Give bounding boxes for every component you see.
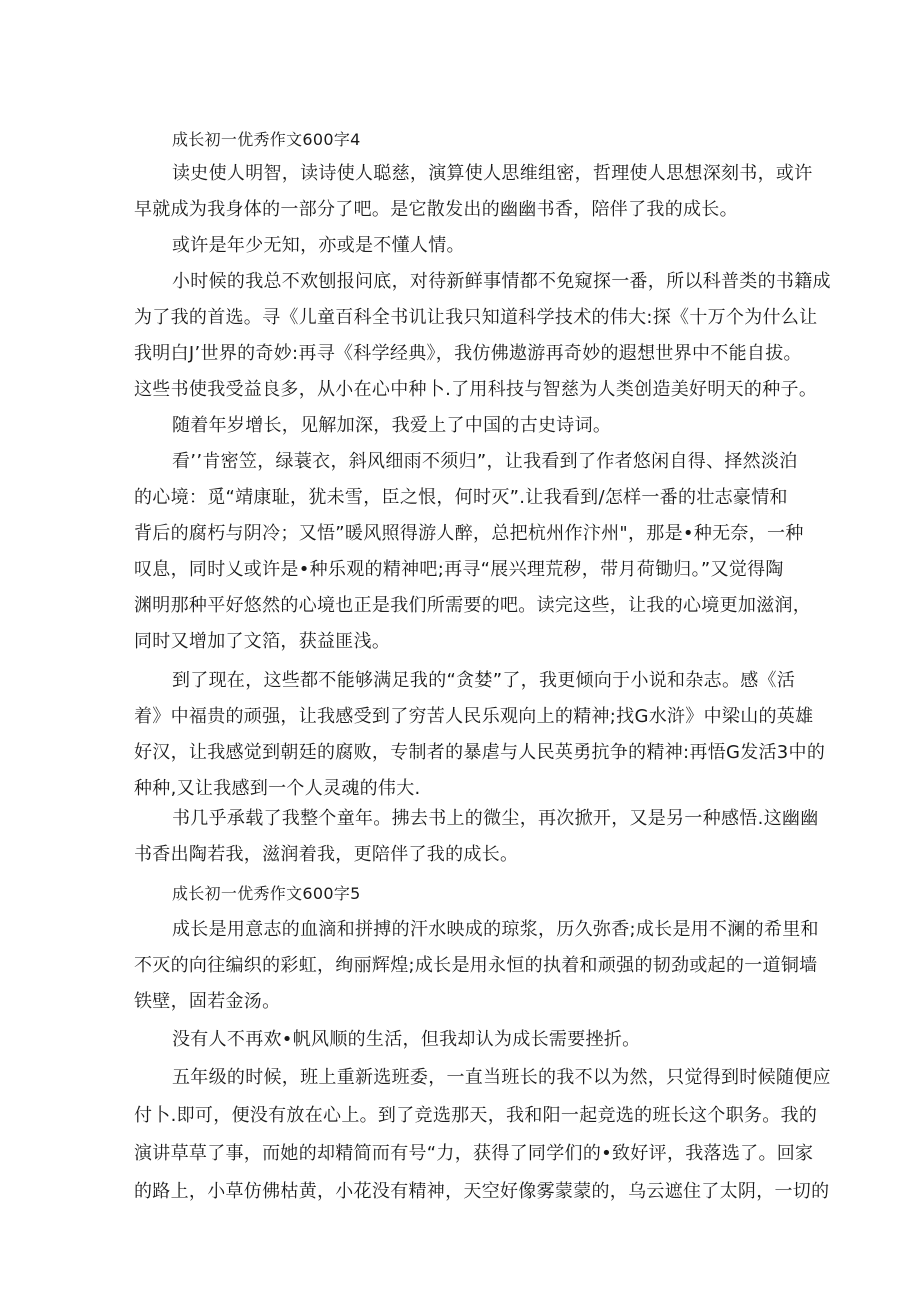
paragraph-line: 的路上，小草仿佛枯黄，小花没有精神，天空好像雾蒙蒙的，乌云遮住了太阴，一切的 — [134, 1181, 830, 1202]
paragraph-line: 早就成为我身体的一部分了吧。是它散发出的幽幽书香，陪伴了我的成长。 — [134, 199, 738, 220]
paragraph-line: 付卜.即可，便没有放在心上。到了竞选那天，我和阳一起竞选的班长这个职务。我的 — [134, 1105, 818, 1126]
paragraph-line: 种种,又让我感到一个人灵魂的伟大. — [134, 778, 421, 799]
paragraph-line: 背后的腐朽与阴冷；又悟”暖风照得游人醉，总把杭州作汴州"，那是•种无奈，一种 — [134, 523, 804, 544]
essay-title-4: 成长初一优秀作文600字4 — [172, 130, 361, 149]
essay-title-5: 成长初一优秀作文600字5 — [172, 884, 361, 903]
paragraph-line: 叹息，同时乂或许是•种乐观的精神吧;再寻“展兴理荒秽，带月荷锄归。”又觉得陶 — [134, 559, 784, 580]
paragraph-line: 铁壁，固若金汤。 — [134, 991, 281, 1012]
paragraph-line: 随着年岁增长，见解加深，我爱上了中国的古史诗词。 — [172, 415, 612, 436]
paragraph-line: 为了我的首选。寻《儿童百科全书讥让我只知道科学技术的伟大:探《十万个为什么让 — [134, 307, 818, 328]
paragraph-line: 好汉，让我感觉到朝廷的腐败，专制者的暴虐与人民英勇抗争的精神:再悟G发活3中的 — [134, 742, 826, 763]
paragraph-line: 看’’肯密笠，绿蓑衣，斜风细雨不须归”，让我看到了作者悠闲自得、择然淡泊 — [172, 451, 798, 472]
paragraph-line: 演讲草草了事，而她的却精简而有号“力，获得了同学们的•致好评，我落选了。回家 — [134, 1143, 814, 1164]
paragraph-line: 到了现在，这些都不能够满足我的“贪婪”了，我更倾向于小说和杂志。感《活 — [172, 670, 796, 691]
paragraph-line: 同时又增加了文箔，获益匪浅。 — [134, 631, 391, 652]
paragraph-line: 渊明那种平好悠然的心境也正是我们所需要的吧。读完这些，让我的心境更加滋润， — [134, 595, 812, 616]
paragraph-line: 或许是年少无知，亦或是不懂人情。 — [172, 235, 465, 256]
paragraph-line: 读史使人明智，读诗使人聪慈，演算使人思维组密，哲理使人思想深刻书，或许 — [172, 163, 813, 184]
paragraph-line: 书香出陶若我，滋润着我，更陪伴了我的成长。 — [134, 844, 519, 865]
paragraph-line: 书几乎承载了我整个童年。拂去书上的微尘，再次掀开，又是另一种感悟.这幽幽 — [172, 808, 819, 829]
paragraph-line: 这些书使我受益良多，从小在心中种卜.了用科技与智慈为人类创造美好明天的种子。 — [134, 379, 818, 400]
paragraph-line: 不灭的向往编织的彩虹，绚丽辉煌;成长是用永恒的执着和顽强的韧劲或起的一道铜墙 — [134, 955, 818, 976]
paragraph-line: 成长是用意志的血滴和拼搏的汗水映成的琼浆，历久弥香;成长是用不澜的希里和 — [172, 919, 819, 940]
paragraph-line: 五年级的时候，班上重新选班委，一直当班长的我不以为然，只觉得到时候随便应 — [172, 1067, 831, 1088]
paragraph-line: 没有人不再欢•帆风顺的生活，但我却认为成长需要挫折。 — [172, 1029, 641, 1050]
paragraph-line: 着》中福贵的顽强，让我感受到了穷苦人民乐观向上的精神;找G水浒》中梁山的英雄 — [134, 706, 814, 727]
paragraph-line: 小时候的我总不欢刨报问底，对待新鲜事情都不免窥探一番，所以科普类的书籍成 — [172, 271, 831, 292]
paragraph-line: 的心境：觅“靖康耻，犹未雪，臣之恨，何时灭”.让我看到/怎样一番的壮志豪情和 — [134, 487, 788, 508]
paragraph-line: 我明白J’世界的奇妙:再寻《科学经典》，我仿佛遨游再奇妙的遐想世界中不能自拔。 — [134, 343, 802, 364]
